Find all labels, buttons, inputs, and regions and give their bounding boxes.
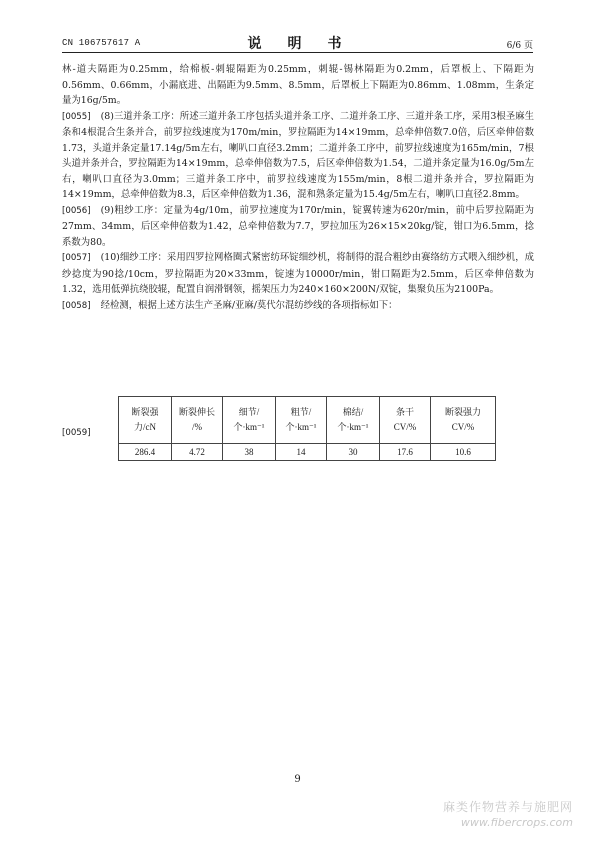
- table-cell: 14: [276, 444, 327, 461]
- table-cell: 17.6: [380, 444, 431, 461]
- paragraph-0057: [62, 250, 534, 298]
- table-cell: 4.72: [172, 444, 223, 461]
- header-breaking-strength: 断裂强 力/cN: [119, 397, 172, 444]
- table-cell: 286.4: [119, 444, 172, 461]
- table-cell: 30: [327, 444, 380, 461]
- table-cell: 10.6: [431, 444, 496, 461]
- document-body: [62, 62, 534, 314]
- header-neps: 棉结/ 个·km⁻¹: [327, 397, 380, 444]
- header-divider: [62, 52, 533, 53]
- paragraph-text: 林-道夫隔距为0.25mm，给棉板-刺辊隔距为0.25mm，刺辊-锡林隔距为0.2mm，后罩板上、下隔距为0.56mm、0.66mm，小漏底进、出隔距为9.5mm、8.5mm，后罩板上下隔距为0.86mm、1.08mm，生条定量为16g/5m。: [62, 64, 534, 106]
- header-thin-places: 细节/ 个·km⁻¹: [223, 397, 276, 444]
- page-indicator: 6/6 页: [506, 41, 533, 51]
- paragraph-number: [0057]: [62, 253, 91, 263]
- paragraph-number: [0056]: [62, 205, 91, 216]
- page-number: 9: [294, 774, 301, 785]
- paragraph-number: [0058]: [62, 300, 91, 311]
- header-thick-places: 粗节/ 个·km⁻¹: [276, 397, 327, 444]
- paragraph-text: (9)粗纱工序：定量为4g/10m，前罗拉速度为170r/min，锭翼转速为620r/min，前中后罗拉隔距为27mm、34mm，后区牵伸倍数为1.42，总牵伸倍数为7.7，罗拉加压为26×15×20kg/锭，钳口为6.5mm，捻系数为80。: [62, 204, 534, 248]
- header-evenness-cv: 条干 CV/%: [380, 397, 431, 444]
- table-cell: 38: [223, 444, 276, 461]
- paragraph-text: 经检测，根据上述方法生产圣麻/亚麻/莫代尔混纺纱线的各项指标如下：: [100, 299, 398, 311]
- paragraph-text: (10)细纱工序：采用四罗拉网格圈式紧密纺环锭细纱机，将制得的混合粗纱由赛络纺方式喂入细纱机，成纱捻度为90捻/10cm，罗拉隔距为20×33mm，锭速为10000r/min，钳口隔距为2.5mm，后区牵伸倍数为1.32，选用低弹抗绕胶辊，配置自润滑钢领，摇架压力为240×160×200N/双锭，集聚负压为2100Pa。: [62, 252, 534, 295]
- paragraph-0056: [62, 203, 534, 251]
- paragraph-0058: [62, 298, 534, 315]
- patent-number: CN 106757617 A: [62, 38, 141, 48]
- watermark-url: www.fibercrops.com: [460, 816, 573, 829]
- paragraph-number: [0055]: [62, 111, 91, 122]
- watermark-title: 麻类作物营养与施肥网: [442, 800, 573, 814]
- table-header-row: [119, 397, 496, 444]
- results-table: [118, 396, 496, 461]
- page-title: 说 明 书: [247, 36, 348, 52]
- paragraph-text: (8)三道并条工序：所述三道并条工序包括头道并条工序、二道并条工序、三道并条工序，采用3根圣麻生条和4根混合生条并合，前罗拉线速度为170m/min，罗拉隔距为14×19mm，总牵伸倍数7.0倍，后区牵伸倍数1.73，头道并条定量17.14g/5m左右，喇叭口直径3.2mm；二道并条工序中，前罗拉线速度为165m/min，7根头道并条并合，罗拉隔距为14×19mm，总牵伸倍数为7.5，后区牵伸倍数为1.54，二道并条定量为16.0g/5m左右，喇叭口直径为3.0mm；三道并条工序中，前罗拉线速度为155m/min，8根二道并条并合，罗拉隔距为14×19mm，总牵伸倍数为8.3，后区牵伸倍数为1.36，混和熟条定量为15.4g/5m左右，喇叭口直径2.8mm。: [62, 110, 534, 200]
- header-strength-cv: 断裂强力 CV/%: [431, 397, 496, 444]
- paragraph-number: [0059]: [62, 428, 91, 438]
- paragraph-continuation: [62, 62, 534, 109]
- paragraph-0055: [62, 109, 534, 203]
- header-elongation: 断裂伸长 /%: [172, 397, 223, 444]
- table-row: [119, 444, 496, 461]
- watermark: [443, 800, 573, 830]
